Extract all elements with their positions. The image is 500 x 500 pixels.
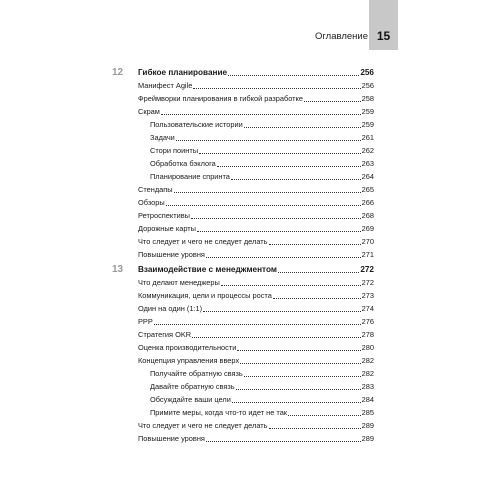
dot-leader — [221, 285, 361, 286]
dot-leader — [193, 88, 360, 89]
toc-entry-page: 268 — [361, 211, 374, 220]
dot-leader — [237, 350, 360, 351]
toc-entry-page: 266 — [361, 198, 374, 207]
toc-entry[interactable] — [120, 220, 374, 233]
chapter-heading[interactable] — [112, 64, 374, 78]
toc-entry-label: Оценка производительности — [138, 343, 237, 352]
dot-leader — [199, 153, 361, 154]
dot-leader — [161, 114, 361, 115]
toc-entry-label: Скрам — [138, 107, 160, 116]
toc-entry[interactable] — [120, 417, 374, 430]
dot-leader — [244, 127, 361, 128]
toc-entry-label: Получайте обратную связь — [150, 369, 243, 378]
toc-entry[interactable] — [120, 142, 374, 155]
dot-leader — [203, 311, 361, 312]
dot-leader — [269, 428, 361, 429]
toc-entry[interactable] — [120, 391, 374, 404]
toc-chapter-12 — [112, 64, 374, 259]
toc-entry[interactable] — [120, 300, 374, 313]
dot-leader — [191, 218, 361, 219]
toc-entry-page: 271 — [361, 250, 374, 259]
dot-leader — [232, 402, 361, 403]
toc-entry-label: Что делают менеджеры — [138, 278, 220, 287]
toc-entry-page: 289 — [361, 421, 374, 430]
toc-entry[interactable] — [120, 287, 374, 300]
toc-entry[interactable] — [120, 207, 374, 220]
dot-leader — [304, 101, 361, 102]
toc-entry-page: 278 — [361, 330, 374, 339]
dot-leader — [273, 298, 361, 299]
toc-entry[interactable] — [120, 129, 374, 142]
toc-entry-label: Стори поинты — [150, 146, 199, 155]
dot-leader — [236, 389, 361, 390]
dot-leader — [228, 75, 359, 76]
toc-entry-label: PPP — [138, 317, 153, 326]
toc-entry[interactable] — [120, 404, 374, 417]
toc-entry-label: Обзоры — [138, 198, 165, 207]
toc-entry-page: 265 — [361, 185, 374, 194]
dot-leader — [206, 441, 361, 442]
toc-entry[interactable] — [120, 103, 374, 116]
toc-entry[interactable] — [120, 274, 374, 287]
toc-entry-page: 259 — [361, 120, 374, 129]
toc-entry[interactable] — [120, 246, 374, 259]
toc-entry[interactable] — [120, 378, 374, 391]
toc-entry-page: 285 — [361, 408, 374, 417]
chapter-page: 272 — [360, 265, 374, 274]
toc-entry[interactable] — [120, 116, 374, 129]
toc-entry[interactable] — [120, 339, 374, 352]
toc-entry-page: 280 — [361, 343, 374, 352]
toc-entry-label: Примите меры, когда что-то идет не так — [150, 408, 288, 417]
toc-entry-label: Обработка бэклога — [150, 159, 216, 168]
toc-entry-page: 273 — [361, 291, 374, 300]
toc-entry-label: Что следует и чего не следует делать — [138, 421, 268, 430]
dot-leader — [240, 363, 361, 364]
toc-entry-label: Дорожные карты — [138, 224, 196, 233]
dot-leader — [206, 257, 361, 258]
chapter-number: 13 — [112, 264, 124, 275]
dot-leader — [278, 272, 359, 273]
toc-entry-page: 262 — [361, 146, 374, 155]
toc-entry-label: Пользовательские истории — [150, 120, 243, 129]
header-title: Оглавление — [315, 31, 368, 42]
toc-entry-page: 282 — [361, 369, 374, 378]
toc-entry-label: Задачи — [150, 133, 175, 142]
toc-entry[interactable] — [120, 90, 374, 103]
toc-entry-page: 264 — [361, 172, 374, 181]
toc-entry-label: Стендапы — [138, 185, 173, 194]
dot-leader — [231, 179, 361, 180]
toc-entry[interactable] — [120, 77, 374, 90]
chapter-page: 256 — [360, 68, 374, 77]
toc-entry[interactable] — [120, 352, 374, 365]
chapter-heading[interactable] — [112, 261, 374, 275]
dot-leader — [174, 192, 361, 193]
toc-entry-label: Повышение уровня — [138, 250, 205, 259]
toc-entry[interactable] — [120, 313, 374, 326]
toc-entry-label: Фреймворки планирования в гибкой разработке — [138, 94, 303, 103]
toc-entry-page: 272 — [361, 278, 374, 287]
page-number: 15 — [376, 29, 391, 43]
toc-entry-page: 258 — [361, 94, 374, 103]
toc-entry[interactable] — [120, 233, 374, 246]
toc-entry[interactable] — [120, 181, 374, 194]
toc-entry-page: 282 — [361, 356, 374, 365]
chapter-title: Взаимодействие с менеджментом — [138, 265, 277, 274]
chapter-title: Гибкое планирование — [138, 68, 228, 77]
toc-entry-label: Коммуникация, цели и процессы роста — [138, 291, 272, 300]
dot-leader — [192, 337, 361, 338]
toc-entry-label: Манифест Agile — [138, 81, 193, 90]
toc-entry[interactable] — [120, 168, 374, 181]
toc-entry-label: Давайте обратную связь — [150, 382, 235, 391]
toc-entry-page: 283 — [361, 382, 374, 391]
dot-leader — [269, 244, 361, 245]
dot-leader — [217, 166, 361, 167]
toc-entry-page: 263 — [361, 159, 374, 168]
dot-leader — [197, 231, 361, 232]
toc-entry[interactable] — [120, 155, 374, 168]
toc-entry-page: 284 — [361, 395, 374, 404]
dot-leader — [244, 376, 361, 377]
toc-entry-label: Что следует и чего не следует делать — [138, 237, 268, 246]
dot-leader — [166, 205, 361, 206]
toc-entry-page: 261 — [361, 133, 374, 142]
toc-entry[interactable] — [120, 430, 374, 443]
toc-entry-label: Повышение уровня — [138, 434, 205, 443]
toc-chapter-13 — [112, 261, 374, 443]
toc-entry[interactable] — [120, 326, 374, 339]
toc-entry-page: 256 — [361, 81, 374, 90]
toc-entry[interactable] — [120, 365, 374, 378]
toc-entry-page: 269 — [361, 224, 374, 233]
chapter-number: 12 — [112, 67, 124, 78]
dot-leader — [176, 140, 361, 141]
toc-entry[interactable] — [120, 194, 374, 207]
toc-entry-label: Один на один (1:1) — [138, 304, 203, 313]
toc-entry-page: 289 — [361, 434, 374, 443]
toc-entry-label: Ретроспективы — [138, 211, 190, 220]
toc-entry-label: Концепция управления вверх — [138, 356, 240, 365]
toc-entry-label: Обсуждайте ваши цели — [150, 395, 231, 404]
toc-entry-page: 270 — [361, 237, 374, 246]
toc-entry-label: Планирование спринта — [150, 172, 230, 181]
dot-leader — [288, 415, 361, 416]
toc-entry-page: 276 — [361, 317, 374, 326]
dot-leader — [154, 324, 361, 325]
toc-entry-page: 274 — [361, 304, 374, 313]
page-number-tab — [369, 0, 398, 50]
toc-entry-label: Стратегия OKR — [138, 330, 192, 339]
toc-entry-page: 259 — [361, 107, 374, 116]
